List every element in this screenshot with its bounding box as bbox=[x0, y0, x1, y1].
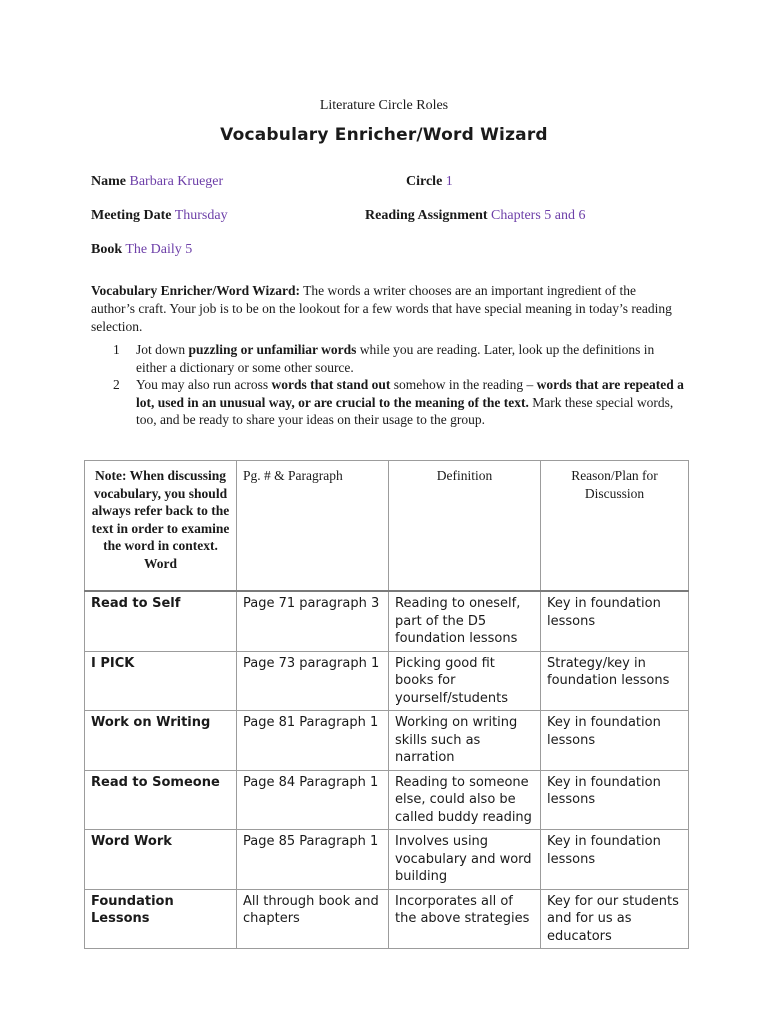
cell-reason: Key in foundation lessons bbox=[541, 591, 689, 651]
header-definition: Definition bbox=[389, 461, 541, 592]
table-row bbox=[85, 830, 689, 890]
document-subtitle: Literature Circle Roles bbox=[319, 98, 449, 113]
instruction-number: 2 bbox=[113, 377, 120, 392]
cell-definition: Incorporates all of the above strategies bbox=[389, 889, 541, 949]
header-note-text: Note: When discussing vocabulary, you should always refer back to the text in order to examine the word in context. bbox=[91, 468, 230, 553]
cell-page: Page 84 Paragraph 1 bbox=[237, 770, 389, 830]
instruction-number: 1 bbox=[113, 342, 120, 357]
table-row bbox=[85, 591, 689, 651]
cell-word: Word Work bbox=[85, 830, 237, 890]
book-field bbox=[91, 242, 192, 258]
instruction-emphasis: words that stand out bbox=[271, 377, 391, 392]
instruction-text: somehow in the reading – bbox=[390, 377, 537, 392]
name-field bbox=[91, 174, 223, 190]
cell-reason: Key in foundation lessons bbox=[541, 711, 689, 771]
header-page-paragraph: Pg. # & Paragraph bbox=[237, 461, 389, 592]
cell-page: Page 73 paragraph 1 bbox=[237, 651, 389, 711]
cell-word: I PICK bbox=[85, 651, 237, 711]
cell-reason: Key in foundation lessons bbox=[541, 770, 689, 830]
cell-page: All through book and chapters bbox=[237, 889, 389, 949]
instruction-item bbox=[91, 341, 686, 376]
meeting-date-field bbox=[91, 208, 228, 224]
table-row bbox=[85, 889, 689, 949]
instruction-emphasis: words that are repeated a lot, used in an unusual way, or are crucial to the meaning of the text. bbox=[136, 377, 684, 410]
instruction-emphasis: puzzling or unfamiliar words bbox=[188, 342, 357, 357]
name-label: Name bbox=[91, 174, 126, 189]
table-row bbox=[85, 770, 689, 830]
cell-word: Foundation Lessons bbox=[85, 889, 237, 949]
instruction-text: while you are reading. Later, look up the definitions in either a dictionary or some other source. bbox=[136, 342, 655, 375]
circle-field bbox=[406, 174, 453, 190]
cell-page: Page 81 Paragraph 1 bbox=[237, 711, 389, 771]
cell-reason: Key for our students and for us as educators bbox=[541, 889, 689, 949]
document-title: Vocabulary Enricher/Word Wizard bbox=[220, 125, 548, 145]
role-description-lead: Vocabulary Enricher/Word Wizard: bbox=[91, 283, 301, 298]
instruction-item bbox=[91, 376, 686, 429]
circle-value: 1 bbox=[445, 174, 453, 189]
role-description bbox=[91, 282, 683, 336]
cell-word: Read to Self bbox=[85, 591, 237, 651]
reading-assignment-field bbox=[365, 208, 586, 224]
cell-reason: Strategy/key in foundation lessons bbox=[541, 651, 689, 711]
instruction-text: Jot down bbox=[136, 342, 189, 357]
header-word-note bbox=[85, 461, 237, 592]
role-description-text: The words a writer chooses are an important ingredient of the author’s craft. Your job is to be on the lookout for a few words that have special meaning in today’s reading selection. bbox=[91, 283, 672, 334]
instruction-text: You may also run across bbox=[136, 377, 272, 392]
vocabulary-table bbox=[84, 460, 689, 949]
cell-definition: Picking good fit books for yourself/students bbox=[389, 651, 541, 711]
instructions-list bbox=[91, 341, 686, 429]
table-row bbox=[85, 711, 689, 771]
meeting-date-label: Meeting Date bbox=[91, 208, 172, 223]
header-word-label: Word bbox=[143, 555, 177, 571]
cell-definition: Reading to someone else, could also be called buddy reading bbox=[389, 770, 541, 830]
cell-page: Page 71 paragraph 3 bbox=[237, 591, 389, 651]
cell-definition: Reading to oneself, part of the D5 foundation lessons bbox=[389, 591, 541, 651]
reading-assignment-label: Reading Assignment bbox=[365, 208, 488, 223]
cell-reason: Key in foundation lessons bbox=[541, 830, 689, 890]
instruction-text: Mark these special words, too, and be ready to share your ideas on their usage to the group. bbox=[136, 394, 674, 427]
reading-assignment-value: Chapters 5 and 6 bbox=[491, 208, 586, 223]
name-value: Barbara Krueger bbox=[129, 174, 224, 189]
table-header-row bbox=[85, 461, 689, 592]
cell-word: Read to Someone bbox=[85, 770, 237, 830]
meeting-date-value: Thursday bbox=[174, 208, 228, 223]
cell-definition: Working on writing skills such as narration bbox=[389, 711, 541, 771]
header-reason-plan: Reason/Plan for Discussion bbox=[541, 461, 689, 592]
table-row bbox=[85, 651, 689, 711]
book-value: The Daily 5 bbox=[125, 242, 193, 257]
circle-label: Circle bbox=[406, 174, 443, 189]
cell-word: Work on Writing bbox=[85, 711, 237, 771]
cell-definition: Involves using vocabulary and word building bbox=[389, 830, 541, 890]
cell-page: Page 85 Paragraph 1 bbox=[237, 830, 389, 890]
book-label: Book bbox=[91, 242, 123, 257]
